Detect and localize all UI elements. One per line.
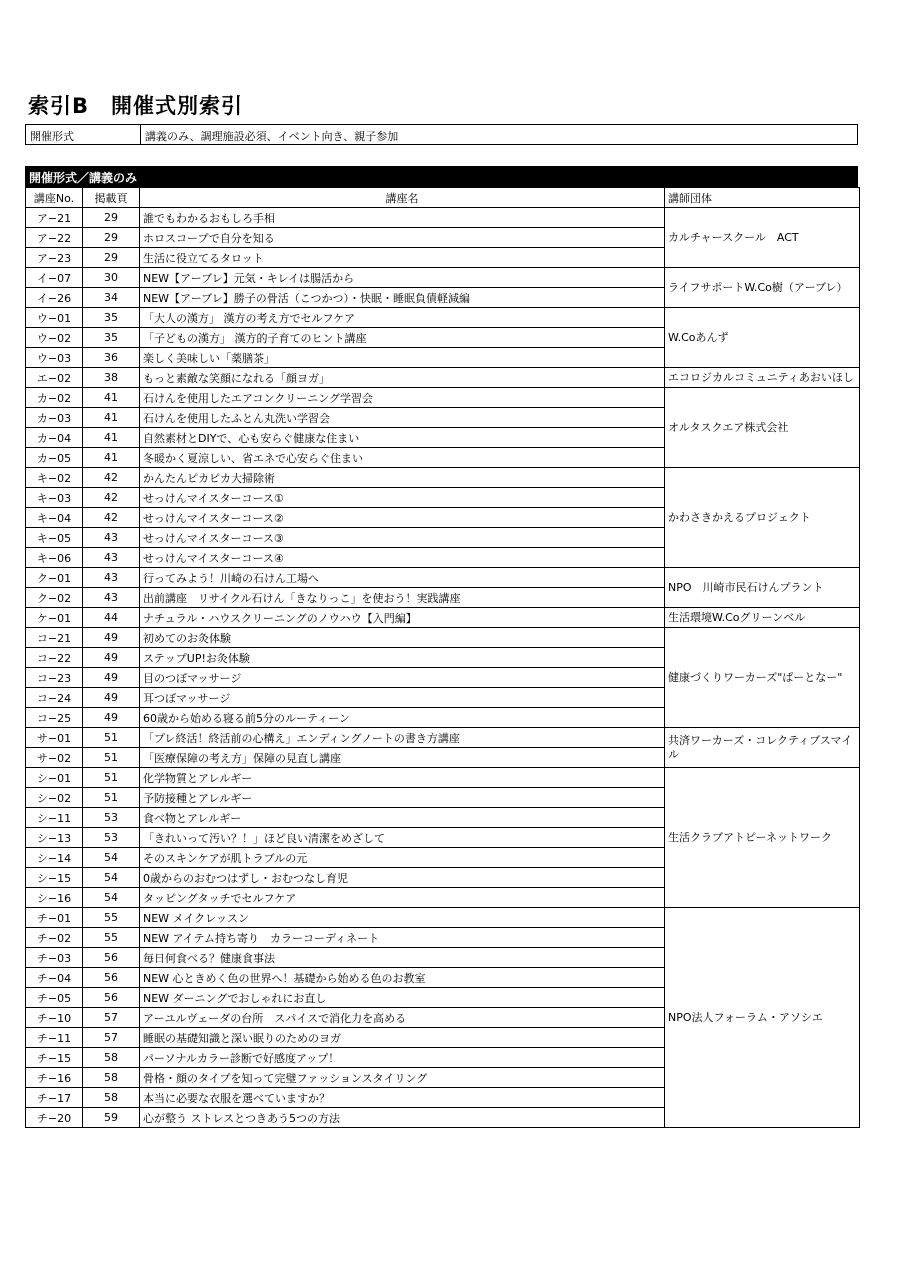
instructor-group: NPO 川崎市民石けんプラント [665,568,860,608]
course-no: ウ−01 [26,308,83,328]
page-no: 51 [83,768,140,788]
course-no: シ−14 [26,848,83,868]
page-no: 55 [83,928,140,948]
course-no: シ−13 [26,828,83,848]
course-no: コ−24 [26,688,83,708]
course-name: ナチュラル・ハウスクリーニングのノウハウ【入門編】 [140,608,665,628]
course-no: シ−11 [26,808,83,828]
page-no: 49 [83,708,140,728]
course-no: シ−15 [26,868,83,888]
page-no: 49 [83,688,140,708]
page-no: 44 [83,608,140,628]
course-no: チ−01 [26,908,83,928]
course-no: ア−23 [26,248,83,268]
course-name: 楽しく美味しい「薬膳茶」 [140,348,665,368]
page-no: 43 [83,588,140,608]
page-no: 57 [83,1028,140,1048]
page-no: 53 [83,808,140,828]
course-name: 生活に役立てるタロット [140,248,665,268]
page-no: 51 [83,748,140,768]
course-name: 「大人の漢方」 漢方の考え方でセルフケア [140,308,665,328]
page-no: 34 [83,288,140,308]
course-no: チ−04 [26,968,83,988]
format-label: 開催形式 [26,125,141,144]
table-row [26,908,860,928]
course-name: 睡眠の基礎知識と深い眠りのためのヨガ [140,1028,665,1048]
table-row [26,568,860,588]
course-name: NEW 心ときめく色の世界へ！基礎から始める色のお教室 [140,968,665,988]
page-no: 55 [83,908,140,928]
page-no: 42 [83,468,140,488]
page-no: 49 [83,648,140,668]
col-header-name: 講座名 [140,188,665,208]
course-name: せっけんマイスターコース② [140,508,665,528]
course-no: シ−01 [26,768,83,788]
page-no: 56 [83,968,140,988]
course-name: せっけんマイスターコース④ [140,548,665,568]
page-no: 54 [83,888,140,908]
course-no: コ−23 [26,668,83,688]
page-no: 36 [83,348,140,368]
course-name: アーユルヴェーダの台所 スパイスで消化力を高める [140,1008,665,1028]
course-name: 心が整う ストレスとつきあう5つの方法 [140,1108,665,1128]
page-no: 41 [83,388,140,408]
course-name: かんたんピカピカ大掃除術 [140,468,665,488]
course-name: NEW【アーブレ】勝子の骨活（こつかつ）・快眠・睡眠負債軽減編 [140,288,665,308]
page-no: 56 [83,988,140,1008]
col-header-no: 講座No. [26,188,83,208]
course-name: パーソナルカラー診断で好感度アップ！ [140,1048,665,1068]
course-no: チ−03 [26,948,83,968]
course-no: キ−04 [26,508,83,528]
page-no: 57 [83,1008,140,1028]
course-name: 「きれいって汚い？！」ほど良い清潔をめざして [140,828,665,848]
course-name: 石けんを使用したふとん丸洗い学習会 [140,408,665,428]
course-no: コ−22 [26,648,83,668]
page-no: 56 [83,948,140,968]
course-no: サ−02 [26,748,83,768]
course-no: コ−25 [26,708,83,728]
page-no: 59 [83,1108,140,1128]
page-no: 41 [83,448,140,468]
course-no: ウ−03 [26,348,83,368]
course-name: 本当に必要な衣服を選べていますか？ [140,1088,665,1108]
course-no: キ−03 [26,488,83,508]
course-no: チ−15 [26,1048,83,1068]
table-row [26,308,860,328]
course-no: チ−05 [26,988,83,1008]
instructor-group: 生活環境W.Coグリーンベル [665,608,860,628]
instructor-group: オルタスクエア株式会社 [665,388,860,468]
table-row [26,608,860,628]
course-name: 石けんを使用したエアコンクリーニング学習会 [140,388,665,408]
page-no: 42 [83,508,140,528]
course-no: チ−16 [26,1068,83,1088]
course-no: キ−05 [26,528,83,548]
page-title: 索引B 開催式別索引 [28,94,244,118]
course-no: サ−01 [26,728,83,748]
course-name: 冬暖かく夏涼しい、省エネで心安らぐ住まい [140,448,665,468]
course-no: カ−04 [26,428,83,448]
course-no: カ−03 [26,408,83,428]
format-value: 講義のみ、調理施設必須、イベント向き、親子参加 [145,130,399,143]
course-name: 食べ物とアレルギー [140,808,665,828]
course-name: 骨格・顔のタイプを知って完璧ファッションスタイリング [140,1068,665,1088]
page-no: 54 [83,848,140,868]
course-no: ケ−01 [26,608,83,628]
course-no: カ−02 [26,388,83,408]
course-no: エ−02 [26,368,83,388]
course-no: イ−07 [26,268,83,288]
course-name: 耳つぼマッサージ [140,688,665,708]
page-no: 29 [83,208,140,228]
course-no: イ−26 [26,288,83,308]
course-name: NEW ダーニングでおしゃれにお直し [140,988,665,1008]
course-name: 化学物質とアレルギー [140,768,665,788]
course-no: チ−17 [26,1088,83,1108]
page-no: 58 [83,1068,140,1088]
course-name: ステップUP!お灸体験 [140,648,665,668]
table-row [26,208,860,228]
course-name: 0歳からのおむつはずし・おむつなし育児 [140,868,665,888]
table-header-row [26,188,860,208]
page-no: 42 [83,488,140,508]
course-no: ウ−02 [26,328,83,348]
page-no: 51 [83,728,140,748]
page-no: 41 [83,428,140,448]
course-no: ク−01 [26,568,83,588]
course-name: NEW メイクレッスン [140,908,665,928]
instructor-group: エコロジカルコミュニティあおいほし [665,368,860,388]
table-row [26,728,860,748]
course-name: 誰でもわかるおもしろ手相 [140,208,665,228]
page-no: 43 [83,548,140,568]
course-no: ク−02 [26,588,83,608]
table-row [26,468,860,488]
course-name: 毎日何食べる？健康食事法 [140,948,665,968]
course-name: 「医療保障の考え方」保障の見直し講座 [140,748,665,768]
instructor-group: かわさきかえるプロジェクト [665,468,860,568]
course-name: 初めてのお灸体験 [140,628,665,648]
course-name: 60歳から始める寝る前5分のルーティーン [140,708,665,728]
course-no: チ−10 [26,1008,83,1028]
page-no: 38 [83,368,140,388]
page-no: 51 [83,788,140,808]
course-name: もっと素敵な笑顔になれる「顔ヨガ」 [140,368,665,388]
table-row [26,388,860,408]
course-no: シ−16 [26,888,83,908]
col-header-page: 掲載頁 [83,188,140,208]
index-table [25,187,860,1128]
course-no: チ−11 [26,1028,83,1048]
table-row [26,768,860,788]
course-name: ホロスコープで自分を知る [140,228,665,248]
course-no: チ−02 [26,928,83,948]
page-no: 53 [83,828,140,848]
course-name: 目のつぼマッサージ [140,668,665,688]
page-no: 30 [83,268,140,288]
page-no: 43 [83,528,140,548]
instructor-group: カルチャースクール ACT [665,208,860,268]
col-header-instructor: 講師団体 [665,188,860,208]
instructor-group: 共済ワーカーズ・コレクティブスマイル [665,728,860,768]
page-no: 43 [83,568,140,588]
course-no: ア−21 [26,208,83,228]
table-row [26,368,860,388]
section-header: 開催形式／講義のみ [25,166,858,187]
course-name: 自然素材とDIYで、心も安らぐ健康な住まい [140,428,665,448]
course-name: 「子どもの漢方」 漢方的子育てのヒント講座 [140,328,665,348]
table-row [26,268,860,288]
page-no: 35 [83,308,140,328]
instructor-group: NPO法人フォーラム・アソシエ [665,908,860,1128]
instructor-group: W.Coあんず [665,308,860,368]
course-name: 「プレ終活！終活前の心構え」エンディングノートの書き方講座 [140,728,665,748]
page-no: 29 [83,228,140,248]
course-name: 出前講座 リサイクル石けん「きなりっこ」を使おう！実践講座 [140,588,665,608]
instructor-group: 生活クラブアトピーネットワーク [665,768,860,908]
course-name: NEW【アーブレ】元気・キレイは腸活から [140,268,665,288]
table-row [26,628,860,648]
course-no: チ−20 [26,1108,83,1128]
format-box [25,124,858,145]
page-no: 58 [83,1088,140,1108]
course-no: キ−06 [26,548,83,568]
page-no: 35 [83,328,140,348]
course-name: 行ってみよう！川崎の石けん工場へ [140,568,665,588]
course-name: 予防接種とアレルギー [140,788,665,808]
course-name: せっけんマイスターコース③ [140,528,665,548]
instructor-group: ライフサポートW.Co樹（アーブレ） [665,268,860,308]
page-no: 29 [83,248,140,268]
course-no: キ−02 [26,468,83,488]
course-no: コ−21 [26,628,83,648]
page-no: 54 [83,868,140,888]
page-no: 58 [83,1048,140,1068]
course-name: タッピングタッチでセルフケア [140,888,665,908]
course-no: カ−05 [26,448,83,468]
page-no: 49 [83,668,140,688]
instructor-group: 健康づくりワーカーズ"ぱーとなー" [665,628,860,728]
course-name: せっけんマイスターコース① [140,488,665,508]
page-no: 41 [83,408,140,428]
course-name: NEW アイテム持ち寄り カラーコーディネート [140,928,665,948]
table-body [26,208,860,1128]
course-name: そのスキンケアが肌トラブルの元 [140,848,665,868]
course-no: シ−02 [26,788,83,808]
page-no: 49 [83,628,140,648]
course-no: ア−22 [26,228,83,248]
